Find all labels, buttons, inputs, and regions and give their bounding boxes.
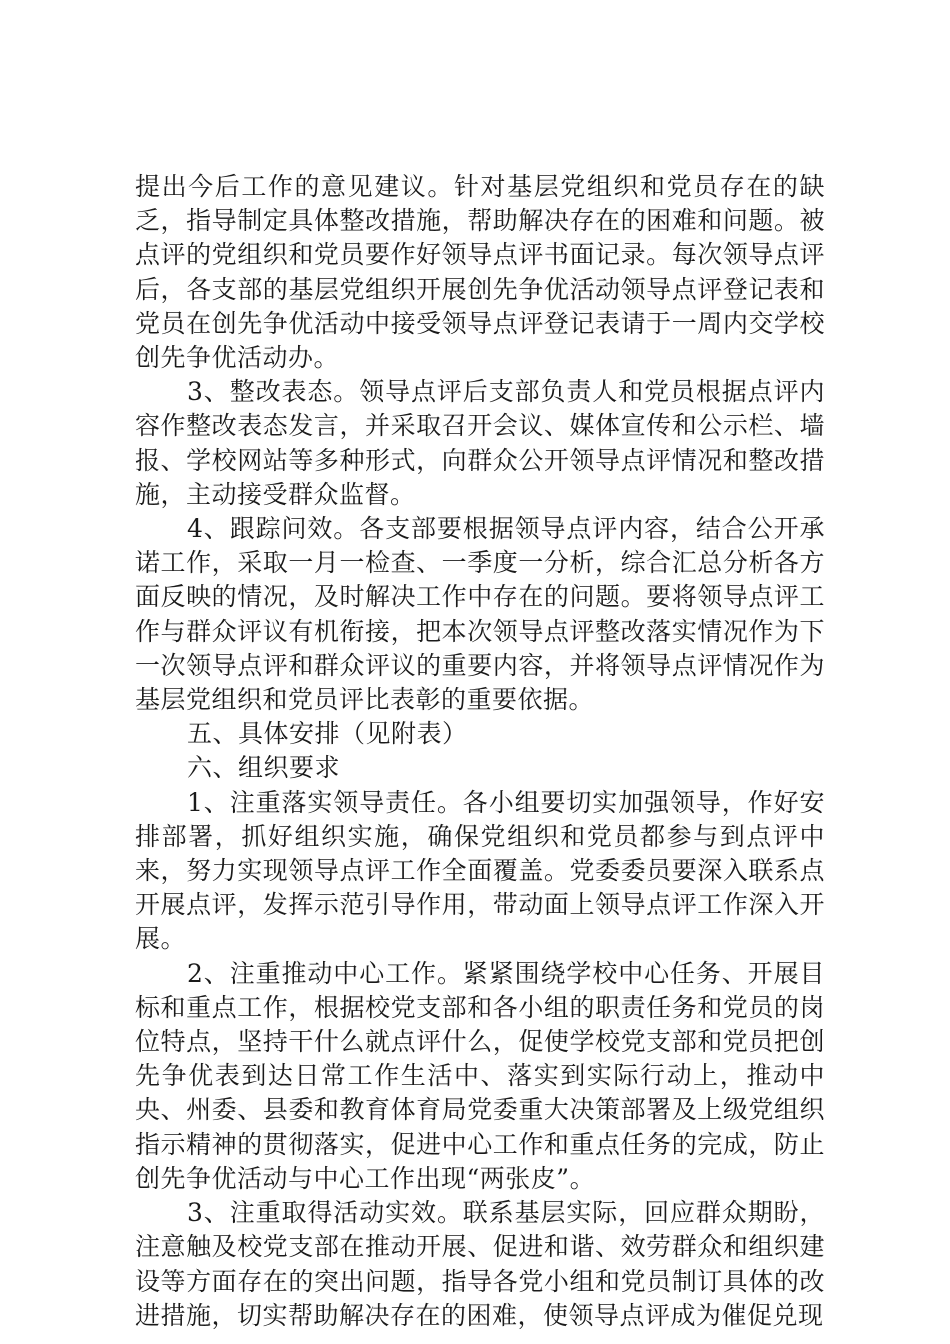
section-heading-5: 五、具体安排（见附表） <box>187 719 468 749</box>
paragraph-1: 提出今后工作的意见建议。针对基层党组织和党员存在的缺乏，指导制定具体整改措施，帮助解决存在的困难和问题。被点评的党组织和党员要作好领导点评书面记录。每次领导点评后，各支部的基层党组织开展创先争优活动领导点评登记表和党员在创先争优活动中接受领导点评登记表请于一周内交学校创先争优活动办。 <box>135 172 825 373</box>
paragraph-3: 4、跟踪问效。各支部要根据领导点评内容，结合公开承诺工作，采取一月一检查、一季度一分析，综合汇总分析各方面反映的情况，及时解决工作中存在的问题。要将领导点评工作与群众评议有机衔接，把本次领导点评整改落实情况作为下一次领导点评和群众评议的重要内容，并将领导点评情况作为基层党组织和党员评比表彰的重要依据。 <box>135 514 825 715</box>
section-heading-6: 六、组织要求 <box>187 753 341 783</box>
paragraph-7: 2、注重推动中心工作。紧紧围绕学校中心任务、开展目标和重点工作，根据校党支部和各小组的职责任务和党员的岗位特点，坚持干什么就点评什么，促使学校党支部和党员把创先争优表到达日常工作生活中、落实到实际行动上，推动中央、州委、县委和教育体育局党委重大决策部署及上级党组织指示精神的贯彻落实，促进中心工作和重点任务的完成，防止创先争优活动与中心工作出现“两张皮”。 <box>135 958 825 1193</box>
paragraph-2: 3、整改表态。领导点评后支部负责人和党员根据点评内容作整改表态发言，并采取召开会议、媒体宣传和公示栏、墙报、学校网站等多种形式，向群众公开领导点评情况和整改措施，主动接受群众监督。 <box>135 377 825 509</box>
paragraph-8: 3、注重取得活动实效。联系基层实际，回应群众期盼，注意触及校党支部在推动开展、促进和谐、效劳群众和组织建设等方面存在的突出问题，指导各党小组和党员制订具体的改进措施，切实帮助解决存在的困难，使领导点评成为催促兑现 <box>135 1198 825 1330</box>
document-body <box>135 170 825 1333</box>
paragraph-6: 1、注重落实领导责任。各小组要切实加强领导，作好安排部署，抓好组织实施，确保党组织和党员都参与到点评中来，努力实现领导点评工作全面覆盖。党委委员要深入联系点开展点评，发挥示范引导作用，带动面上领导点评工作深入开展。 <box>135 787 825 954</box>
